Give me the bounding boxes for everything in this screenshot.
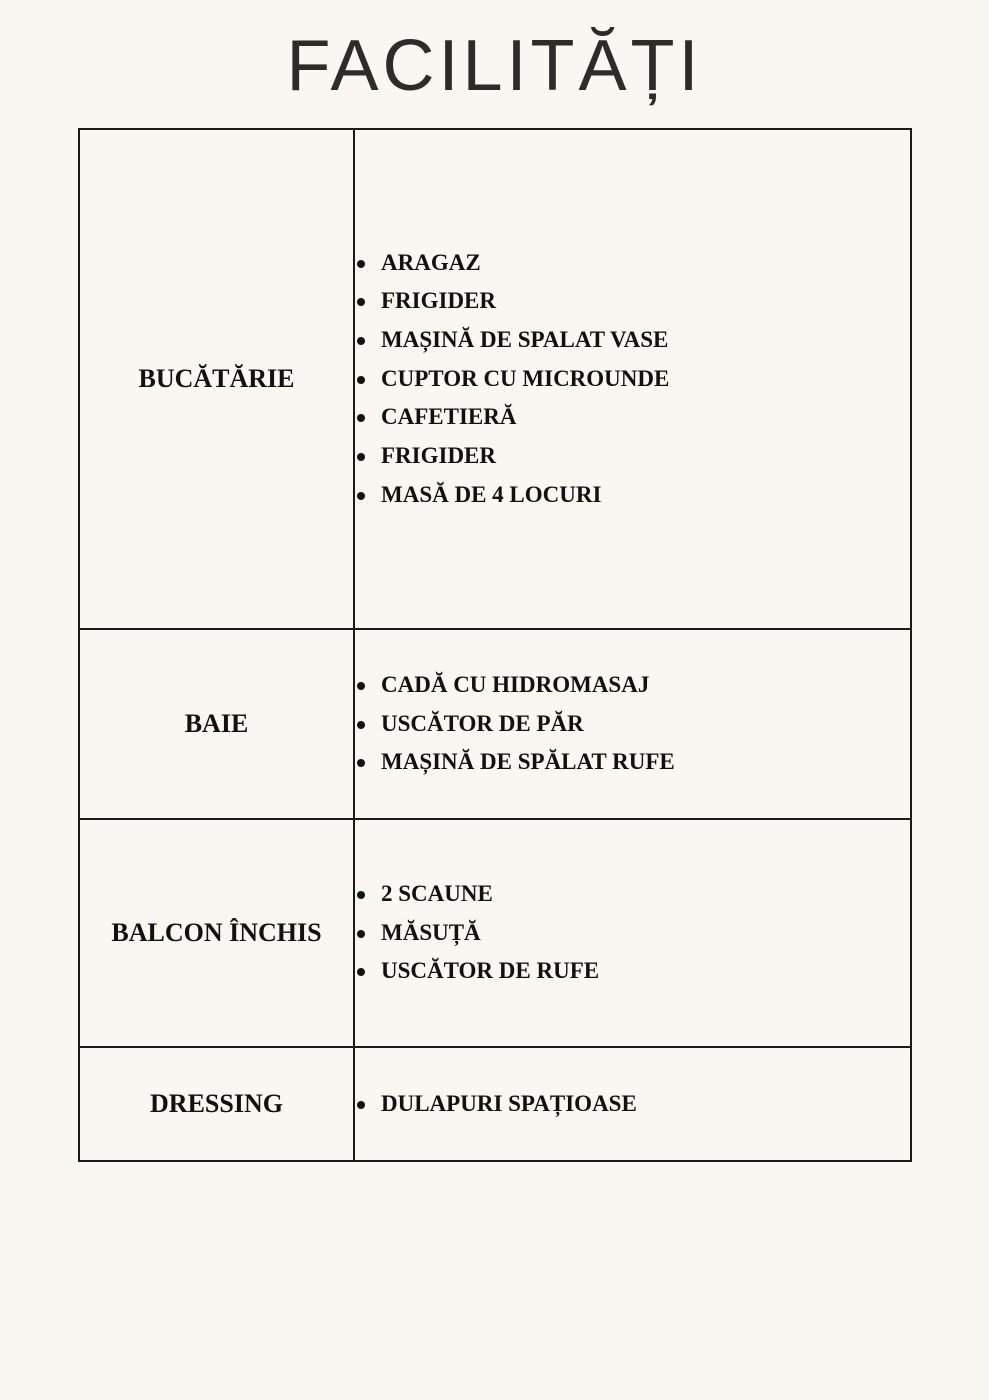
page-title: FACILITĂȚI xyxy=(286,26,703,106)
items-cell-dressing xyxy=(354,1047,911,1161)
items-cell-baie xyxy=(354,629,911,819)
table-row-baie xyxy=(79,629,911,819)
item-list-baie xyxy=(355,666,910,782)
list-item: MAȘINĂ DE SPALAT VASE xyxy=(355,321,910,360)
list-item: USCĂTOR DE RUFE xyxy=(355,952,910,991)
category-balcon-inchis: BALCON ÎNCHIS xyxy=(79,819,354,1047)
list-item: CADĂ CU HIDROMASAJ xyxy=(355,666,910,705)
list-item: USCĂTOR DE PĂR xyxy=(355,705,910,744)
category-baie: BAIE xyxy=(79,629,354,819)
list-item: DULAPURI SPAȚIOASE xyxy=(355,1085,910,1124)
items-cell-balcon xyxy=(354,819,911,1047)
list-item: FRIGIDER xyxy=(355,437,910,476)
facilities-table xyxy=(78,128,912,1162)
items-cell-bucatarie xyxy=(354,129,911,629)
list-item: 2 SCAUNE xyxy=(355,875,910,914)
category-bucatarie: BUCĂTĂRIE xyxy=(79,129,354,629)
list-item: CUPTOR CU MICROUNDE xyxy=(355,360,910,399)
list-item: FRIGIDER xyxy=(355,282,910,321)
table-row-bucatarie xyxy=(79,129,911,629)
item-list-balcon xyxy=(355,875,910,991)
item-list-dressing xyxy=(355,1085,910,1124)
table-row-balcon xyxy=(79,819,911,1047)
list-item: MAȘINĂ DE SPĂLAT RUFE xyxy=(355,743,910,782)
list-item: MASĂ DE 4 LOCURI xyxy=(355,476,910,515)
table-row-dressing xyxy=(79,1047,911,1161)
list-item: ARAGAZ xyxy=(355,244,910,283)
item-list-bucatarie xyxy=(355,244,910,515)
list-item: MĂSUȚĂ xyxy=(355,914,910,953)
category-dressing: DRESSING xyxy=(79,1047,354,1161)
list-item: CAFETIERĂ xyxy=(355,398,910,437)
